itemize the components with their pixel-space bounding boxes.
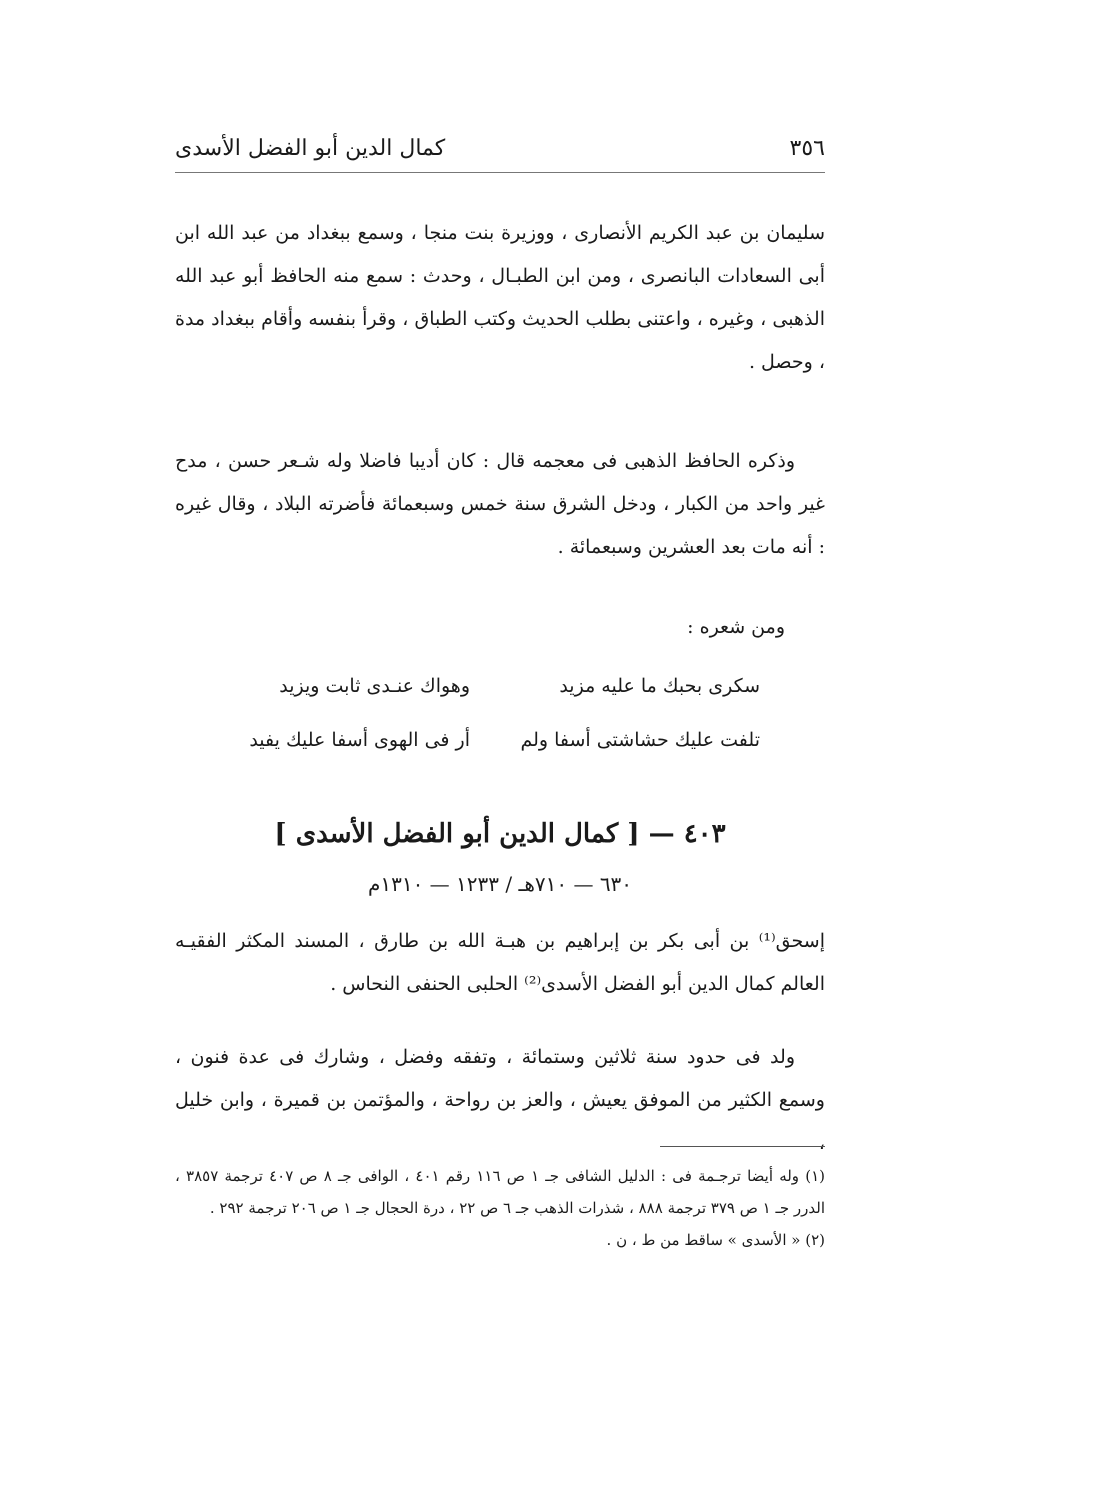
paragraph-dhahabi: وذكره الحافظ الذهبى فى معجمه قال : كان أديبا فاضلا وله شـعر حسن ، مدح غير واحد من الكبار ، ودخل الشرق سنة خمس وسبعمائة فأضرته البلاد ، وقال غيره : أنه مات بعد العشرين وسبعمائة .: [175, 450, 825, 558]
footnote-2: (٢) « الأسدى » ساقط من ط ، ن .: [606, 1231, 825, 1249]
hemistich-first: سكرى بحبك ما عليه مزيد: [559, 675, 760, 697]
running-title: كمال الدين أبو الفضل الأسدى: [175, 135, 446, 161]
poem-intro: ومن شعره :: [687, 616, 785, 638]
page-number: ٣٥٦: [789, 135, 825, 161]
hemistich-first: تلفت عليك حشاشتى أسفا ولم: [520, 729, 760, 751]
poem-verse: [230, 664, 760, 718]
footnotes: [175, 1160, 825, 1256]
paragraph-entry-name: إسحق⁽¹⁾ بن أبى بكر بن إبراهيم بن هبـة الله بن طارق ، المسند المكثر الفقيـه العالم كمال الدين أبو الفضل الأسدى⁽²⁾ الحلبى الحنفى النحاس .: [175, 930, 825, 995]
entry-dates: ٦٣٠ — ٧١٠هـ / ١٢٣٣ — ١٣١٠م: [367, 872, 633, 896]
poem-verse: [230, 718, 760, 772]
hemistich-second: أر فى الهوى أسفا عليك يفيد: [249, 729, 470, 751]
paragraph-continuation: سليمان بن عبد الكريم الأنصارى ، ووزيرة بنت منجا ، وسمع ببغداد من عبد الله ابن أبى السعادات البانصرى ، ومن ابن الطبـال ، وحدث : سمع منه الحافظ أبو عبد الله الذهبى ، وغيره ، واعتنى بطلب الحديث وكتب الطباق ، وقرأ بنفسه وأقام ببغداد مدة ، وحصل .: [175, 222, 826, 373]
footnote-divider: [660, 1146, 825, 1147]
header-divider: [175, 172, 825, 173]
poem: [230, 664, 760, 772]
paragraph-entry-biography: ولد فى حدود سنة ثلاثين وستمائة ، وتفقه وفضل ، وشارك فى عدة فنون ، وسمع الكثير من الموفق يعيش ، والعز بن رواحة ، والمؤتمن بن قميرة ، وابن خليل ،: [175, 1046, 825, 1154]
entry-heading: ٤٠٣ — [ كمال الدين أبو الفضل الأسدى ]: [274, 819, 726, 849]
hemistich-second: وهواك عنـدى ثابت ويزيد: [279, 675, 470, 697]
running-header: [175, 128, 825, 168]
footnote-1: (١) وله أيضا ترجـمة فى : الدليل الشافى جـ ١ ص ١١٦ رقم ٤٠١ ، الوافى جـ ٨ ص ٤٠٧ ترجمة ٣٨٥٧ ، الدرر جـ ١ ص ٣٧٩ ترجمة ٨٨٨ ، شذرات الذهب جـ ٦ ص ٢٢ ، درة الحجال جـ ١ ص ٢٠٦ ترجمة ٢٩٢ .: [175, 1167, 826, 1217]
